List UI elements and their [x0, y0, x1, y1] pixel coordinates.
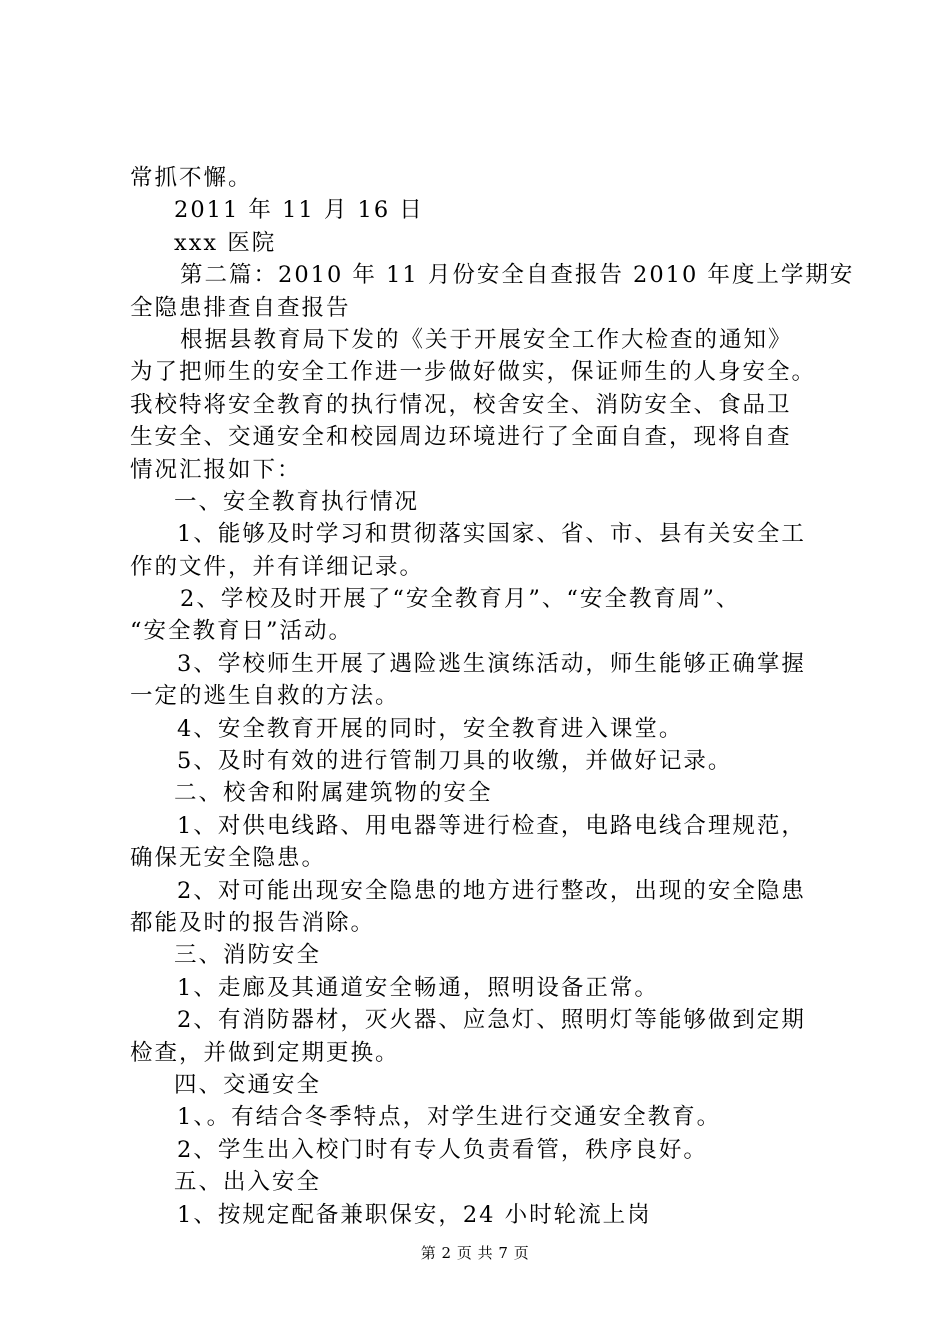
- text-line: 1、对供电线路、用电器等进行检查，电路电线合理规范，: [177, 812, 806, 839]
- text-line: 我校特将安全教育的执行情况，校舍安全、消防安全、食品卫: [130, 391, 792, 418]
- text-line: 3、学校师生开展了遇险逃生演练活动，师生能够正确掌握: [177, 650, 806, 677]
- text-line: 5、及时有效的进行管制刀具的收缴，并做好记录。: [177, 748, 733, 775]
- page-footer: [0, 1243, 950, 1263]
- text-line: 一定的逃生自救的方法。: [130, 683, 400, 710]
- text-line: 为了把师生的安全工作进一步做好做实，保证师生的人身安全。: [130, 359, 817, 386]
- text-line: 2、学生出入校门时有专人负责看管，秩序良好。: [177, 1136, 708, 1163]
- text-line: 2、学校及时开展了“安全教育月”、“安全教育周”、: [180, 586, 741, 613]
- text-line: 常抓不懈。: [130, 165, 253, 191]
- text-line: 全隐患排查自查报告: [130, 294, 351, 321]
- text-line: 2011 年 11 月 16 日: [174, 197, 424, 224]
- section-heading: 一、安全教育执行情况: [174, 488, 420, 515]
- text-line: 都能及时的报告消除。: [130, 909, 376, 936]
- text-line: 根据县教育局下发的《关于开展安全工作大检查的通知》: [180, 326, 793, 353]
- text-line: 生安全、交通安全和校园周边环境进行了全面自查，现将自查: [130, 424, 792, 451]
- text-line: 情况汇报如下：: [130, 456, 302, 483]
- page-number-label: 第 2 页 共 7 页: [420, 1244, 530, 1262]
- section-heading: 三、消防安全: [174, 942, 322, 969]
- document-body: [130, 162, 855, 1231]
- text-line: 确保无安全隐患。: [130, 845, 327, 872]
- section-heading: 二、校舍和附属建筑物的安全: [174, 780, 493, 807]
- text-line: 1、。有结合冬季特点，对学生进行交通安全教育。: [177, 1104, 722, 1131]
- text-line: 作的文件，并有详细记录。: [130, 553, 425, 580]
- text-line: 2、对可能出现安全隐患的地方进行整改，出现的安全隐患: [177, 877, 806, 904]
- text-line: “安全教育日”活动。: [130, 618, 354, 645]
- text-line: 1、走廊及其通道安全畅通，照明设备正常。: [177, 974, 659, 1001]
- section-heading: 四、交通安全: [174, 1071, 322, 1098]
- text-line: 第二篇：2010 年 11 月份安全自查报告 2010 年度上学期安: [180, 262, 855, 289]
- text-line: 2、有消防器材，灭火器、应急灯、照明灯等能够做到定期: [177, 1007, 806, 1034]
- text-line: 1、按规定配备兼职保安，24 小时轮流上岗: [177, 1201, 652, 1228]
- text-line: 4、安全教育开展的同时，安全教育进入课堂。: [177, 715, 684, 742]
- text-line: xxx 医院: [174, 229, 277, 256]
- text-line: 1、能够及时学习和贯彻落实国家、省、市、县有关安全工: [177, 521, 806, 548]
- section-heading: 五、出入安全: [174, 1169, 322, 1196]
- text-line: 检查，并做到定期更换。: [130, 1039, 400, 1066]
